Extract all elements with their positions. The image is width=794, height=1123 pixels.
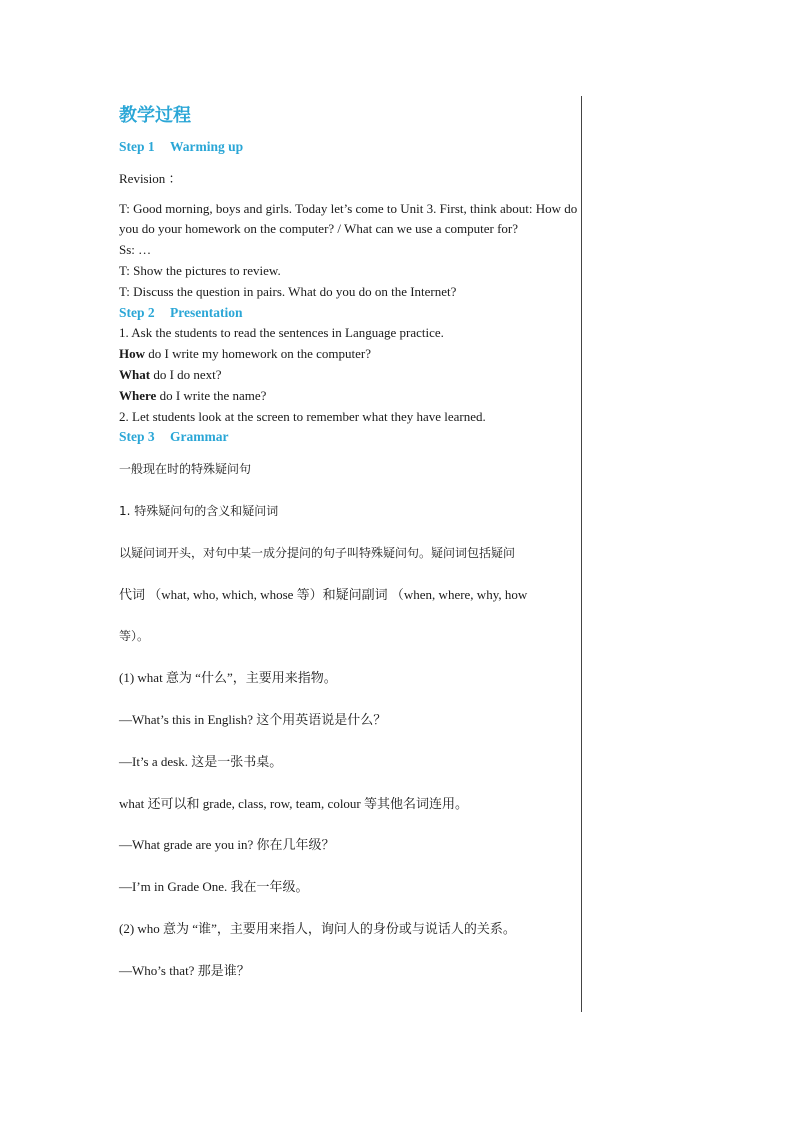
grammar-paragraph-line-3: 等）。 — [119, 629, 150, 644]
warmup-line-2: Ss: … — [119, 242, 152, 258]
grammar-paragraph-line-2: 代词 （what, who, which, whose 等）和疑问副词 （when, where, why, how — [119, 586, 528, 602]
what-combination-note: what 还可以和 grade, class, row, team, colour 等其他名词连用。 — [119, 795, 469, 811]
warmup-line-4: T: Discuss the question in pairs. What do you do on the Internet? — [119, 283, 457, 299]
example-3-question: —Who’s that? 那是谁？ — [119, 962, 250, 978]
right-margin-rule — [581, 96, 582, 1012]
who-definition: (2) who 意为 “谁”，主要用来指人，询问人的身份或与说话人的关系。 — [119, 920, 516, 936]
step-2-number: Step 2 — [119, 304, 155, 320]
step-1-heading — [119, 137, 579, 158]
page-title: 教学过程 — [119, 105, 191, 126]
grammar-subheading: 1. 特殊疑问句的含义和疑问词 — [119, 503, 279, 518]
question-2-keyword: What — [119, 366, 151, 382]
grammar-heading: 一般现在时的特殊疑问句 — [119, 462, 252, 477]
step-1-number: Step 1 — [119, 139, 155, 154]
what-definition: (1) what 意为 “什么”，主要用来指物。 — [119, 670, 337, 686]
presentation-item-1: 1. Ask the students to read the sentences in Language practice. — [119, 325, 444, 341]
example-2-answer: —I’m in Grade One. 我在一年级。 — [119, 879, 309, 895]
presentation-question-2 — [119, 365, 579, 386]
step-2-heading — [119, 303, 579, 324]
presentation-item-2: 2. Let students look at the screen to remember what they have learned. — [119, 408, 486, 424]
example-1-question: —What’s this in English? 这个用英语说是什么？ — [119, 711, 387, 727]
grammar-paragraph-line-1: 以疑问词开头，对句中某一成分提问的句子叫特殊疑问句。疑问词包括疑问 — [119, 545, 516, 560]
step-3-name: Grammar — [170, 429, 229, 445]
presentation-question-1 — [119, 344, 579, 365]
warmup-line-3: T: Show the pictures to review. — [119, 262, 281, 278]
document-body — [119, 103, 579, 982]
question-2-text: do I do next? — [150, 366, 222, 382]
warmup-line-1: T: Good morning, boys and girls. Today let’s come to Unit 3. First, think about: How do you do your homework on the computer? / What can we use a computer for? — [119, 200, 578, 237]
step-2-name: Presentation — [170, 304, 243, 320]
question-1-keyword: How — [119, 346, 145, 362]
example-2-question: —What grade are you in? 你在几年级？ — [119, 837, 335, 853]
revision-label: Revision ： — [119, 170, 182, 186]
step-1-name: Warming up — [170, 139, 244, 154]
example-1-answer: —It’s a desk. 这是一张书桌。 — [119, 753, 283, 769]
step-3-heading — [119, 427, 579, 448]
question-3-keyword: Where — [119, 387, 157, 403]
step-3-number: Step 3 — [119, 429, 155, 445]
presentation-question-3 — [119, 386, 579, 407]
question-1-text: do I write my homework on the computer? — [145, 346, 371, 362]
question-3-text: do I write the name? — [156, 387, 267, 403]
